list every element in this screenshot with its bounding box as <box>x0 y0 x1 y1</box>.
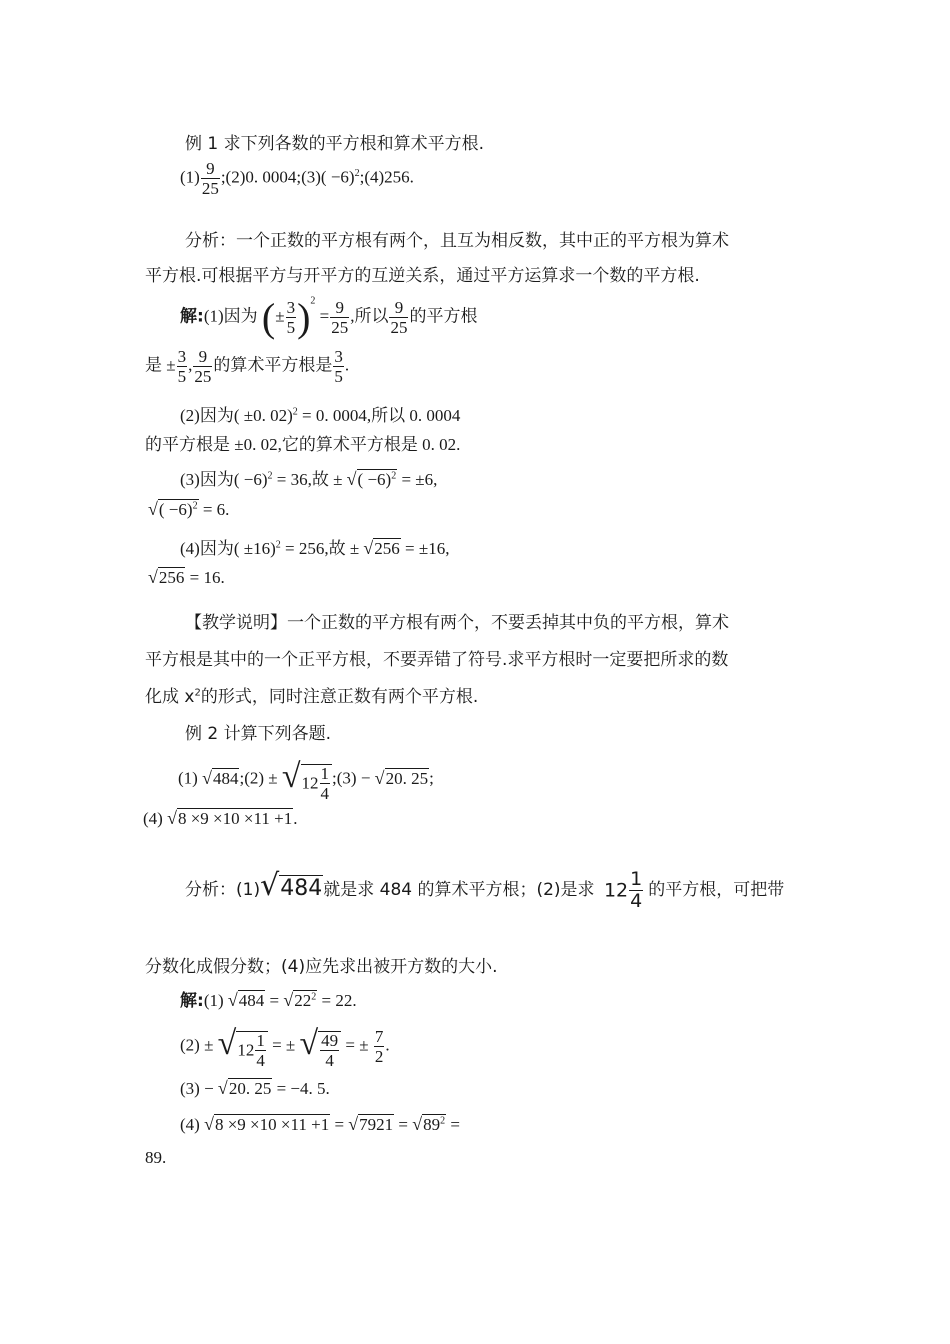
solution-2-line-4: (4) $√8 \times 9 \times 10 \times 11 +1 = √7921 = √89^2$ = <box>180 1114 460 1134</box>
radical: $√89^2$ <box>412 1114 446 1134</box>
example-1-title: 例 1 求下列各数的平方根和算术平方根. <box>185 134 485 154</box>
solution-1-line-8: √256 = 16. <box>148 567 225 587</box>
teaching-note-line-3: 化成 $x^2$的形式，同时注意正数有两个平方根. <box>145 687 479 707</box>
analysis-1-line-1: 分析：一个正数的平方根有两个，且互为相反数，其中正的平方根为算术 <box>185 231 729 251</box>
radical: √484 <box>260 868 323 903</box>
analysis-2-line-2: 分数化成假分数；(4)应先求出被开方数的大小. <box>145 957 498 977</box>
radical: √484 <box>227 990 265 1010</box>
radical: √12 $\frac{1}{4}$ <box>218 1025 268 1069</box>
solution-1-line-3: (2)因为( ±0. 02)$^2$ = 0. 0004,所以 0. 0004 <box>180 406 461 425</box>
fraction: $\frac{9}{25}$ <box>201 159 219 198</box>
solution-2-line-1: 解:(1) $√484 = √22^2 = 22$. <box>180 990 357 1011</box>
example-1-items: (1) $\frac{9}{25}$ ;(2)0. 0004;(3)( −6)$^2$;(4)256. <box>180 159 414 198</box>
radical: √8 ×9 ×10 ×11 +1 <box>204 1114 330 1134</box>
radical: √256 <box>363 538 400 558</box>
solution-1-line-6: √( −6)$^2$ = 6. <box>148 499 230 519</box>
radical: √20. 25 <box>217 1078 272 1098</box>
solution-1-line-2: 是 ± $\frac{3}{5}$ , $\frac{9}{25}$ 的算术平方根是 $\frac{3}{5}$ . <box>145 347 350 386</box>
teaching-note-line-1: 【教学说明】一个正数的平方根有两个，不要丢掉其中负的平方根，算术 <box>185 613 729 633</box>
solution-2-line-5: 89. <box>145 1148 167 1167</box>
radical: √ $\frac{49}{4}$ <box>300 1025 342 1069</box>
radical: √20. 25 <box>374 767 429 788</box>
solution-1-line-1: 解:(1)因为 (± $\frac{3}{5}$ )$^2$ = $\frac{9}{25}$ ,所以 $\frac{9}{25}$ 的平方根 <box>180 295 478 340</box>
radical: √484 <box>202 767 239 788</box>
example-2-items-2: (4) √8 ×9 ×10 ×11 +1. <box>143 808 298 828</box>
radical: √( −6)$^2$ <box>148 499 198 519</box>
radical: √( −6)$^2$ <box>346 469 397 489</box>
teaching-note-line-2: 平方根是其中的一个正平方根，不要弄错了符号.求平方根时一定要把所求的数 <box>145 650 729 670</box>
example-2-title: 例 2 计算下列各题. <box>185 724 332 744</box>
radical: √7921 <box>348 1114 394 1134</box>
radical: $√22^2$ <box>283 990 317 1010</box>
example-2-items-1: (1) √484;(2) ± √12 $\frac{1}{4}$ ;(3) − √20. 25; <box>178 758 434 803</box>
solution-1-line-7: (4)因为( ±16)$^2$ = 256,故 ± √256 = ±16, <box>180 538 450 558</box>
solution-2-line-2: (2) ± √12 $\frac{1}{4}$ = ± √ $\frac{49}{4}$ = ± $\frac{7}{2}$ . <box>180 1025 390 1070</box>
solution-1-line-4: 的平方根是 ±0. 02,它的算术平方根是 0. 02. <box>145 435 461 454</box>
radical: √256 <box>148 567 185 587</box>
solution-1-line-5: (3)因为( −6)$^2$ = 36,故 ± √( −6)$^2$ = ±6, <box>180 469 438 489</box>
analysis-2-line-1: 分析：(1)√484就是求 484 的算术平方根；(2)是求 12 $\frac{1}{4}$ 的平方根，可把带 <box>185 867 785 912</box>
radical: √8 ×9 ×10 ×11 +1 <box>167 808 293 828</box>
analysis-1-line-2: 平方根.可根据平方与开平方的互逆关系，通过平方运算求一个数的平方根. <box>145 266 700 286</box>
solution-2-line-3: (3) − √20. 25 = −4. 5. <box>180 1078 330 1098</box>
radical: √12 $\frac{1}{4}$ <box>282 758 332 802</box>
